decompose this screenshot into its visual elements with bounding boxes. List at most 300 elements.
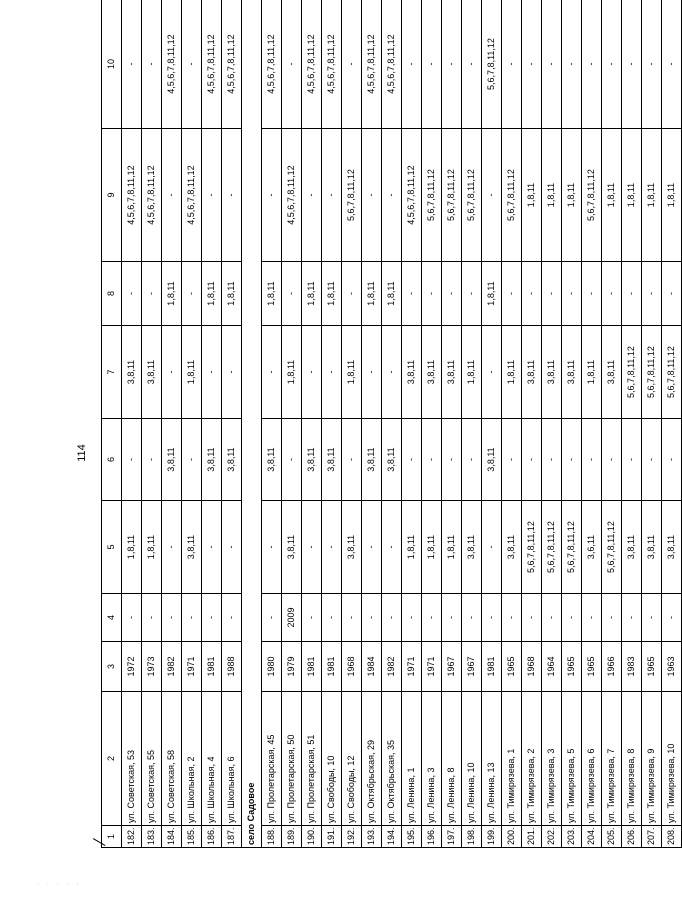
table-row	[522, 0, 542, 848]
address-cell: ул. Тимирязева, 1	[502, 692, 522, 826]
table-cell: -	[442, 0, 462, 129]
address-cell: ул. Тимирязева, 7	[602, 692, 622, 826]
table-cell: -	[602, 594, 622, 642]
row-number: 206.	[622, 826, 642, 848]
table-cell: -	[522, 419, 542, 501]
table-cell: -	[582, 594, 602, 642]
table-cell: -	[322, 501, 342, 594]
table-cell: -	[422, 262, 442, 326]
table-cell: -	[542, 419, 562, 501]
table-cell: 5,6,7,8,11,12	[422, 129, 442, 262]
table-cell: -	[662, 262, 682, 326]
row-number: 188.	[262, 826, 282, 848]
table-cell: -	[502, 419, 522, 501]
table-cell: -	[262, 501, 282, 594]
table-cell: -	[642, 419, 662, 501]
table-cell: 1980	[262, 642, 282, 692]
table-cell: -	[662, 419, 682, 501]
table-cell: -	[302, 594, 322, 642]
table-cell: 3,8,11	[282, 501, 302, 594]
table-cell: -	[422, 419, 442, 501]
table-cell: -	[542, 594, 562, 642]
table-cell: 3,8,11	[262, 419, 282, 501]
table-cell: -	[382, 594, 402, 642]
table-cell: 1,8,11	[222, 262, 242, 326]
table-cell: 1,8,11	[482, 262, 502, 326]
table-cell: -	[342, 0, 362, 129]
table-cell: 3,8,11	[222, 419, 242, 501]
table-cell: 5,6,7,8,11,12	[602, 501, 622, 594]
table-cell: -	[622, 419, 642, 501]
table-row	[622, 0, 642, 848]
table-cell: 5,6,7,8,11,12	[582, 129, 602, 262]
table-cell: 5,6,7,8,11,12	[482, 0, 502, 129]
column-header	[102, 692, 122, 826]
table-cell: 1965	[502, 642, 522, 692]
table-cell: -	[442, 594, 462, 642]
table-cell: -	[322, 594, 342, 642]
table-row	[222, 0, 242, 848]
table-cell: 1,8,11	[582, 326, 602, 419]
table-cell: 1,8,11	[302, 262, 322, 326]
address-cell: ул. Тимирязева, 3	[542, 692, 562, 826]
row-number: 185.	[182, 826, 202, 848]
address-cell: ул. Свободы, 12	[342, 692, 362, 826]
table-row	[122, 0, 142, 848]
table-cell: -	[442, 262, 462, 326]
table-cell: 3,8,11	[162, 419, 182, 501]
table-cell: -	[522, 0, 542, 129]
table-cell: 4,5,6,7,8,11,12	[162, 0, 182, 129]
table-cell: -	[162, 594, 182, 642]
table-cell: 1971	[422, 642, 442, 692]
column-header	[102, 826, 122, 848]
row-number: 194.	[382, 826, 402, 848]
table-cell: 5,6,7,8,11,12	[342, 129, 362, 262]
table-cell: 1972	[122, 642, 142, 692]
table-cell: 1,8,11	[542, 129, 562, 262]
table-cell: -	[482, 501, 502, 594]
section-title: село Садовое	[242, 0, 262, 848]
table-cell: 1988	[222, 642, 242, 692]
table-cell: 1,8,11	[422, 501, 442, 594]
table-cell: -	[342, 594, 362, 642]
address-cell: ул. Тимирязева, 10	[662, 692, 682, 826]
table-cell: 4,5,6,7,8,11,12	[402, 129, 422, 262]
scan-artifact: . . . . .	[37, 879, 82, 886]
table-cell: -	[262, 326, 282, 419]
table-cell: 1,8,11	[142, 501, 162, 594]
table-cell: -	[422, 594, 442, 642]
table-cell: -	[202, 501, 222, 594]
table-cell: 2009	[282, 594, 302, 642]
table-cell: 1984	[362, 642, 382, 692]
column-header-label: 8	[106, 291, 116, 297]
table-cell: 1968	[342, 642, 362, 692]
table-cell: -	[642, 594, 662, 642]
row-number: 182.	[122, 826, 142, 848]
table-row	[182, 0, 202, 848]
table-cell: -	[302, 129, 322, 262]
table-row	[502, 0, 522, 848]
table-cell: -	[622, 594, 642, 642]
address-cell: ул. Тимирязева, 5	[562, 692, 582, 826]
table-row	[342, 0, 362, 848]
table-cell: 1979	[282, 642, 302, 692]
row-number: 204.	[582, 826, 602, 848]
row-number: 205.	[602, 826, 622, 848]
table-cell: -	[402, 0, 422, 129]
table-cell: 5,6,7,8,11,12	[622, 326, 642, 419]
table-cell: 1965	[562, 642, 582, 692]
table-cell: -	[642, 0, 662, 129]
table-cell: 3,8,11	[362, 419, 382, 501]
table-cell: 1982	[162, 642, 182, 692]
row-number: 198.	[462, 826, 482, 848]
address-cell: ул. Ленина, 1	[402, 692, 422, 826]
column-header	[102, 419, 122, 501]
row-number: 190.	[302, 826, 322, 848]
column-header	[102, 262, 122, 326]
table-cell: -	[362, 501, 382, 594]
table-cell: -	[262, 594, 282, 642]
table-row	[402, 0, 422, 848]
table-cell: -	[142, 262, 162, 326]
table-cell: -	[502, 0, 522, 129]
table-row	[162, 0, 182, 848]
table-cell: -	[462, 262, 482, 326]
table-cell: 4,5,6,7,8,11,12	[142, 129, 162, 262]
table-cell: -	[382, 326, 402, 419]
table-cell: 1,8,11	[502, 326, 522, 419]
address-cell: ул. Пролетарская, 45	[262, 692, 282, 826]
table-cell: 1,8,11	[182, 326, 202, 419]
section-row	[242, 0, 262, 848]
table-cell: 1,8,11	[162, 262, 182, 326]
table-cell: 3,8,11	[662, 501, 682, 594]
table-cell: -	[122, 419, 142, 501]
table-cell: 3,8,11	[122, 326, 142, 419]
table-cell: 1,8,11	[622, 129, 642, 262]
address-cell: ул. Свободы, 10	[322, 692, 342, 826]
table-cell: -	[222, 501, 242, 594]
table-row	[202, 0, 222, 848]
table-cell: 4,5,6,7,8,11,12	[362, 0, 382, 129]
address-cell: ул. Школьная, 4	[202, 692, 222, 826]
table-cell: 1963	[662, 642, 682, 692]
table-cell: 1,8,11	[382, 262, 402, 326]
table-row	[282, 0, 302, 848]
table-cell: 3,8,11	[302, 419, 322, 501]
table-cell: -	[322, 129, 342, 262]
table-cell: 3,8,11	[382, 419, 402, 501]
row-number: 208.	[662, 826, 682, 848]
row-number: 191.	[322, 826, 342, 848]
table-cell: -	[142, 419, 162, 501]
column-header	[102, 326, 122, 419]
table-cell: -	[362, 326, 382, 419]
table-cell: 1,8,11	[202, 262, 222, 326]
table-cell: 3,8,11	[482, 419, 502, 501]
table-cell: -	[562, 262, 582, 326]
table-cell: -	[302, 501, 322, 594]
table-cell: -	[562, 0, 582, 129]
address-cell: ул. Ленина, 8	[442, 692, 462, 826]
table-cell: -	[642, 262, 662, 326]
table-cell: 1,8,11	[562, 129, 582, 262]
table-cell: -	[182, 594, 202, 642]
table-cell: -	[562, 419, 582, 501]
table-cell: -	[322, 326, 342, 419]
table-cell: 1966	[602, 642, 622, 692]
table-cell: 5,6,7,8,11,12	[462, 129, 482, 262]
table-row	[562, 0, 582, 848]
row-number: 187.	[222, 826, 242, 848]
row-number: 193.	[362, 826, 382, 848]
table-cell: 3,8,11	[602, 326, 622, 419]
table-cell: -	[662, 0, 682, 129]
table-cell: 1964	[542, 642, 562, 692]
table-cell: 4,5,6,7,8,11,12	[262, 0, 282, 129]
table-cell: 3,8,11	[522, 326, 542, 419]
table-cell: 4,5,6,7,8,11,12	[202, 0, 222, 129]
table-cell: 1971	[182, 642, 202, 692]
table-cell: -	[382, 129, 402, 262]
table-cell: -	[342, 419, 362, 501]
row-number: 197.	[442, 826, 462, 848]
table-cell: 1,8,11	[122, 501, 142, 594]
address-cell: ул. Тимирязева, 6	[582, 692, 602, 826]
table-row	[422, 0, 442, 848]
table-cell: 1,8,11	[402, 501, 422, 594]
column-header-label: 2	[106, 756, 116, 762]
table-cell: -	[202, 594, 222, 642]
row-number: 201.	[522, 826, 542, 848]
table-cell: 3,8,11	[202, 419, 222, 501]
column-header-label: 4	[106, 615, 116, 621]
column-header-label: 3	[106, 664, 116, 670]
table-cell: -	[282, 0, 302, 129]
table-cell: -	[162, 501, 182, 594]
address-cell: ул. Тимирязева, 8	[622, 692, 642, 826]
column-header-label: 7	[106, 369, 116, 375]
table-cell: -	[482, 326, 502, 419]
address-cell: ул. Октябрьская, 35	[382, 692, 402, 826]
table-cell: 1982	[382, 642, 402, 692]
table-cell: 1,8,11	[362, 262, 382, 326]
table-row	[322, 0, 342, 848]
table-row	[642, 0, 662, 848]
column-header-label: 10	[106, 59, 116, 70]
table-cell: 3,6,11	[582, 501, 602, 594]
table-row	[362, 0, 382, 848]
table-row	[602, 0, 622, 848]
table-cell: -	[202, 326, 222, 419]
row-number: 200.	[502, 826, 522, 848]
table-cell: 1981	[482, 642, 502, 692]
table-cell: -	[302, 326, 322, 419]
table-cell: -	[362, 129, 382, 262]
table-cell: 1,8,11	[462, 326, 482, 419]
table-cell: 1967	[442, 642, 462, 692]
table-cell: 1981	[302, 642, 322, 692]
table-cell: -	[222, 129, 242, 262]
table-row	[142, 0, 162, 848]
address-cell: ул. Ленина, 13	[482, 692, 502, 826]
table-cell: 1965	[582, 642, 602, 692]
table-row	[302, 0, 322, 848]
row-number: 203.	[562, 826, 582, 848]
table-cell: -	[482, 129, 502, 262]
table-cell: 1965	[642, 642, 662, 692]
table-cell: 5,6,7,8,11,12	[502, 129, 522, 262]
table-cell: 3,8,11	[402, 326, 422, 419]
column-header-label: 6	[106, 457, 116, 463]
address-cell: ул. Октябрьская, 29	[362, 692, 382, 826]
table-cell: 4,5,6,7,8,11,12	[222, 0, 242, 129]
table-cell: -	[342, 262, 362, 326]
table-cell: 4,5,6,7,8,11,12	[122, 129, 142, 262]
header-row	[102, 0, 122, 848]
row-number: 192.	[342, 826, 362, 848]
table-cell: 1971	[402, 642, 422, 692]
table-row	[582, 0, 602, 848]
table-cell: -	[402, 419, 422, 501]
table-cell: -	[382, 501, 402, 594]
table-row	[662, 0, 682, 848]
table-cell: -	[462, 594, 482, 642]
table-cell: 3,8,11	[502, 501, 522, 594]
corner-mark	[93, 838, 106, 846]
table-cell: 5,6,7,8,11,12	[522, 501, 542, 594]
table-cell: -	[122, 594, 142, 642]
table-cell: 4,5,6,7,8,11,12	[382, 0, 402, 129]
table-cell: -	[422, 0, 442, 129]
table-cell: 3,8,11	[642, 501, 662, 594]
table-cell: -	[162, 326, 182, 419]
table-cell: -	[162, 129, 182, 262]
table-row	[442, 0, 462, 848]
table-cell: 3,8,11	[442, 326, 462, 419]
table-cell: 3,8,11	[422, 326, 442, 419]
table-cell: 5,6,7,8,11,12	[542, 501, 562, 594]
address-cell: ул. Ленина, 3	[422, 692, 442, 826]
table-row	[462, 0, 482, 848]
column-header	[102, 594, 122, 642]
table-cell: -	[142, 0, 162, 129]
table-cell: 1983	[622, 642, 642, 692]
address-cell: ул. Советская, 58	[162, 692, 182, 826]
table-cell: -	[402, 594, 422, 642]
address-cell: ул. Советская, 55	[142, 692, 162, 826]
column-header	[102, 129, 122, 262]
column-header	[102, 642, 122, 692]
table-cell: 1973	[142, 642, 162, 692]
table-cell: -	[482, 594, 502, 642]
table-cell: -	[522, 594, 542, 642]
building-register-table	[101, 0, 682, 848]
row-number: 207.	[642, 826, 662, 848]
table-cell: 5,6,7,8,11,12	[662, 326, 682, 419]
address-cell: ул. Пролетарская, 50	[282, 692, 302, 826]
table-cell: -	[542, 0, 562, 129]
table-cell: -	[282, 262, 302, 326]
table-cell: -	[542, 262, 562, 326]
table-cell: 3,8,11	[142, 326, 162, 419]
table-row	[262, 0, 282, 848]
table-cell: -	[582, 0, 602, 129]
table-cell: 1981	[322, 642, 342, 692]
table-cell: 5,6,7,8,11,12	[642, 326, 662, 419]
table-row	[542, 0, 562, 848]
table-cell: -	[622, 0, 642, 129]
table-cell: -	[502, 594, 522, 642]
table-cell: -	[582, 419, 602, 501]
table-cell: -	[462, 419, 482, 501]
address-cell: ул. Тимирязева, 2	[522, 692, 542, 826]
table-cell: 1,8,11	[282, 326, 302, 419]
row-number: 186.	[202, 826, 222, 848]
table-cell: -	[362, 594, 382, 642]
table-cell: -	[442, 419, 462, 501]
table-cell: -	[122, 0, 142, 129]
table-cell: -	[602, 0, 622, 129]
column-header-label: 1	[106, 834, 116, 840]
table-row	[482, 0, 502, 848]
column-header-label: 5	[106, 544, 116, 550]
table-cell: 1,8,11	[442, 501, 462, 594]
table-cell: -	[602, 262, 622, 326]
row-number: 199.	[482, 826, 502, 848]
column-header	[102, 501, 122, 594]
column-header-label: 9	[106, 192, 116, 198]
table-cell: 1967	[462, 642, 482, 692]
table-cell: 3,8,11	[322, 419, 342, 501]
address-cell: ул. Ленина, 10	[462, 692, 482, 826]
table-cell: 1981	[202, 642, 222, 692]
row-number: 189.	[282, 826, 302, 848]
table-cell: 3,8,11	[182, 501, 202, 594]
column-header	[102, 0, 122, 129]
page-number: 114	[76, 444, 88, 462]
table-cell: 1,8,11	[522, 129, 542, 262]
row-number: 195.	[402, 826, 422, 848]
rotated-table-container	[101, 0, 676, 848]
table-cell: 3,8,11	[562, 326, 582, 419]
table-cell: -	[142, 594, 162, 642]
row-number: 196.	[422, 826, 442, 848]
table-cell: -	[182, 419, 202, 501]
table-cell: 1,8,11	[342, 326, 362, 419]
address-cell: ул. Тимирязева, 9	[642, 692, 662, 826]
table-cell: 1968	[522, 642, 542, 692]
table-cell: -	[622, 262, 642, 326]
table-row	[382, 0, 402, 848]
table-cell: -	[662, 594, 682, 642]
table-cell: -	[502, 262, 522, 326]
row-number: 202.	[542, 826, 562, 848]
address-cell: ул. Советская, 53	[122, 692, 142, 826]
table-cell: 5,6,7,8,11,12	[562, 501, 582, 594]
table-cell: -	[182, 262, 202, 326]
table-cell: -	[582, 262, 602, 326]
table-cell: 1,8,11	[322, 262, 342, 326]
table-cell: 4,5,6,7,8,11,12	[282, 129, 302, 262]
table-cell: 3,8,11	[342, 501, 362, 594]
table-cell: 4,5,6,7,8,11,12	[302, 0, 322, 129]
table-cell: 5,6,7,8,11,12	[442, 129, 462, 262]
table-cell: -	[122, 262, 142, 326]
